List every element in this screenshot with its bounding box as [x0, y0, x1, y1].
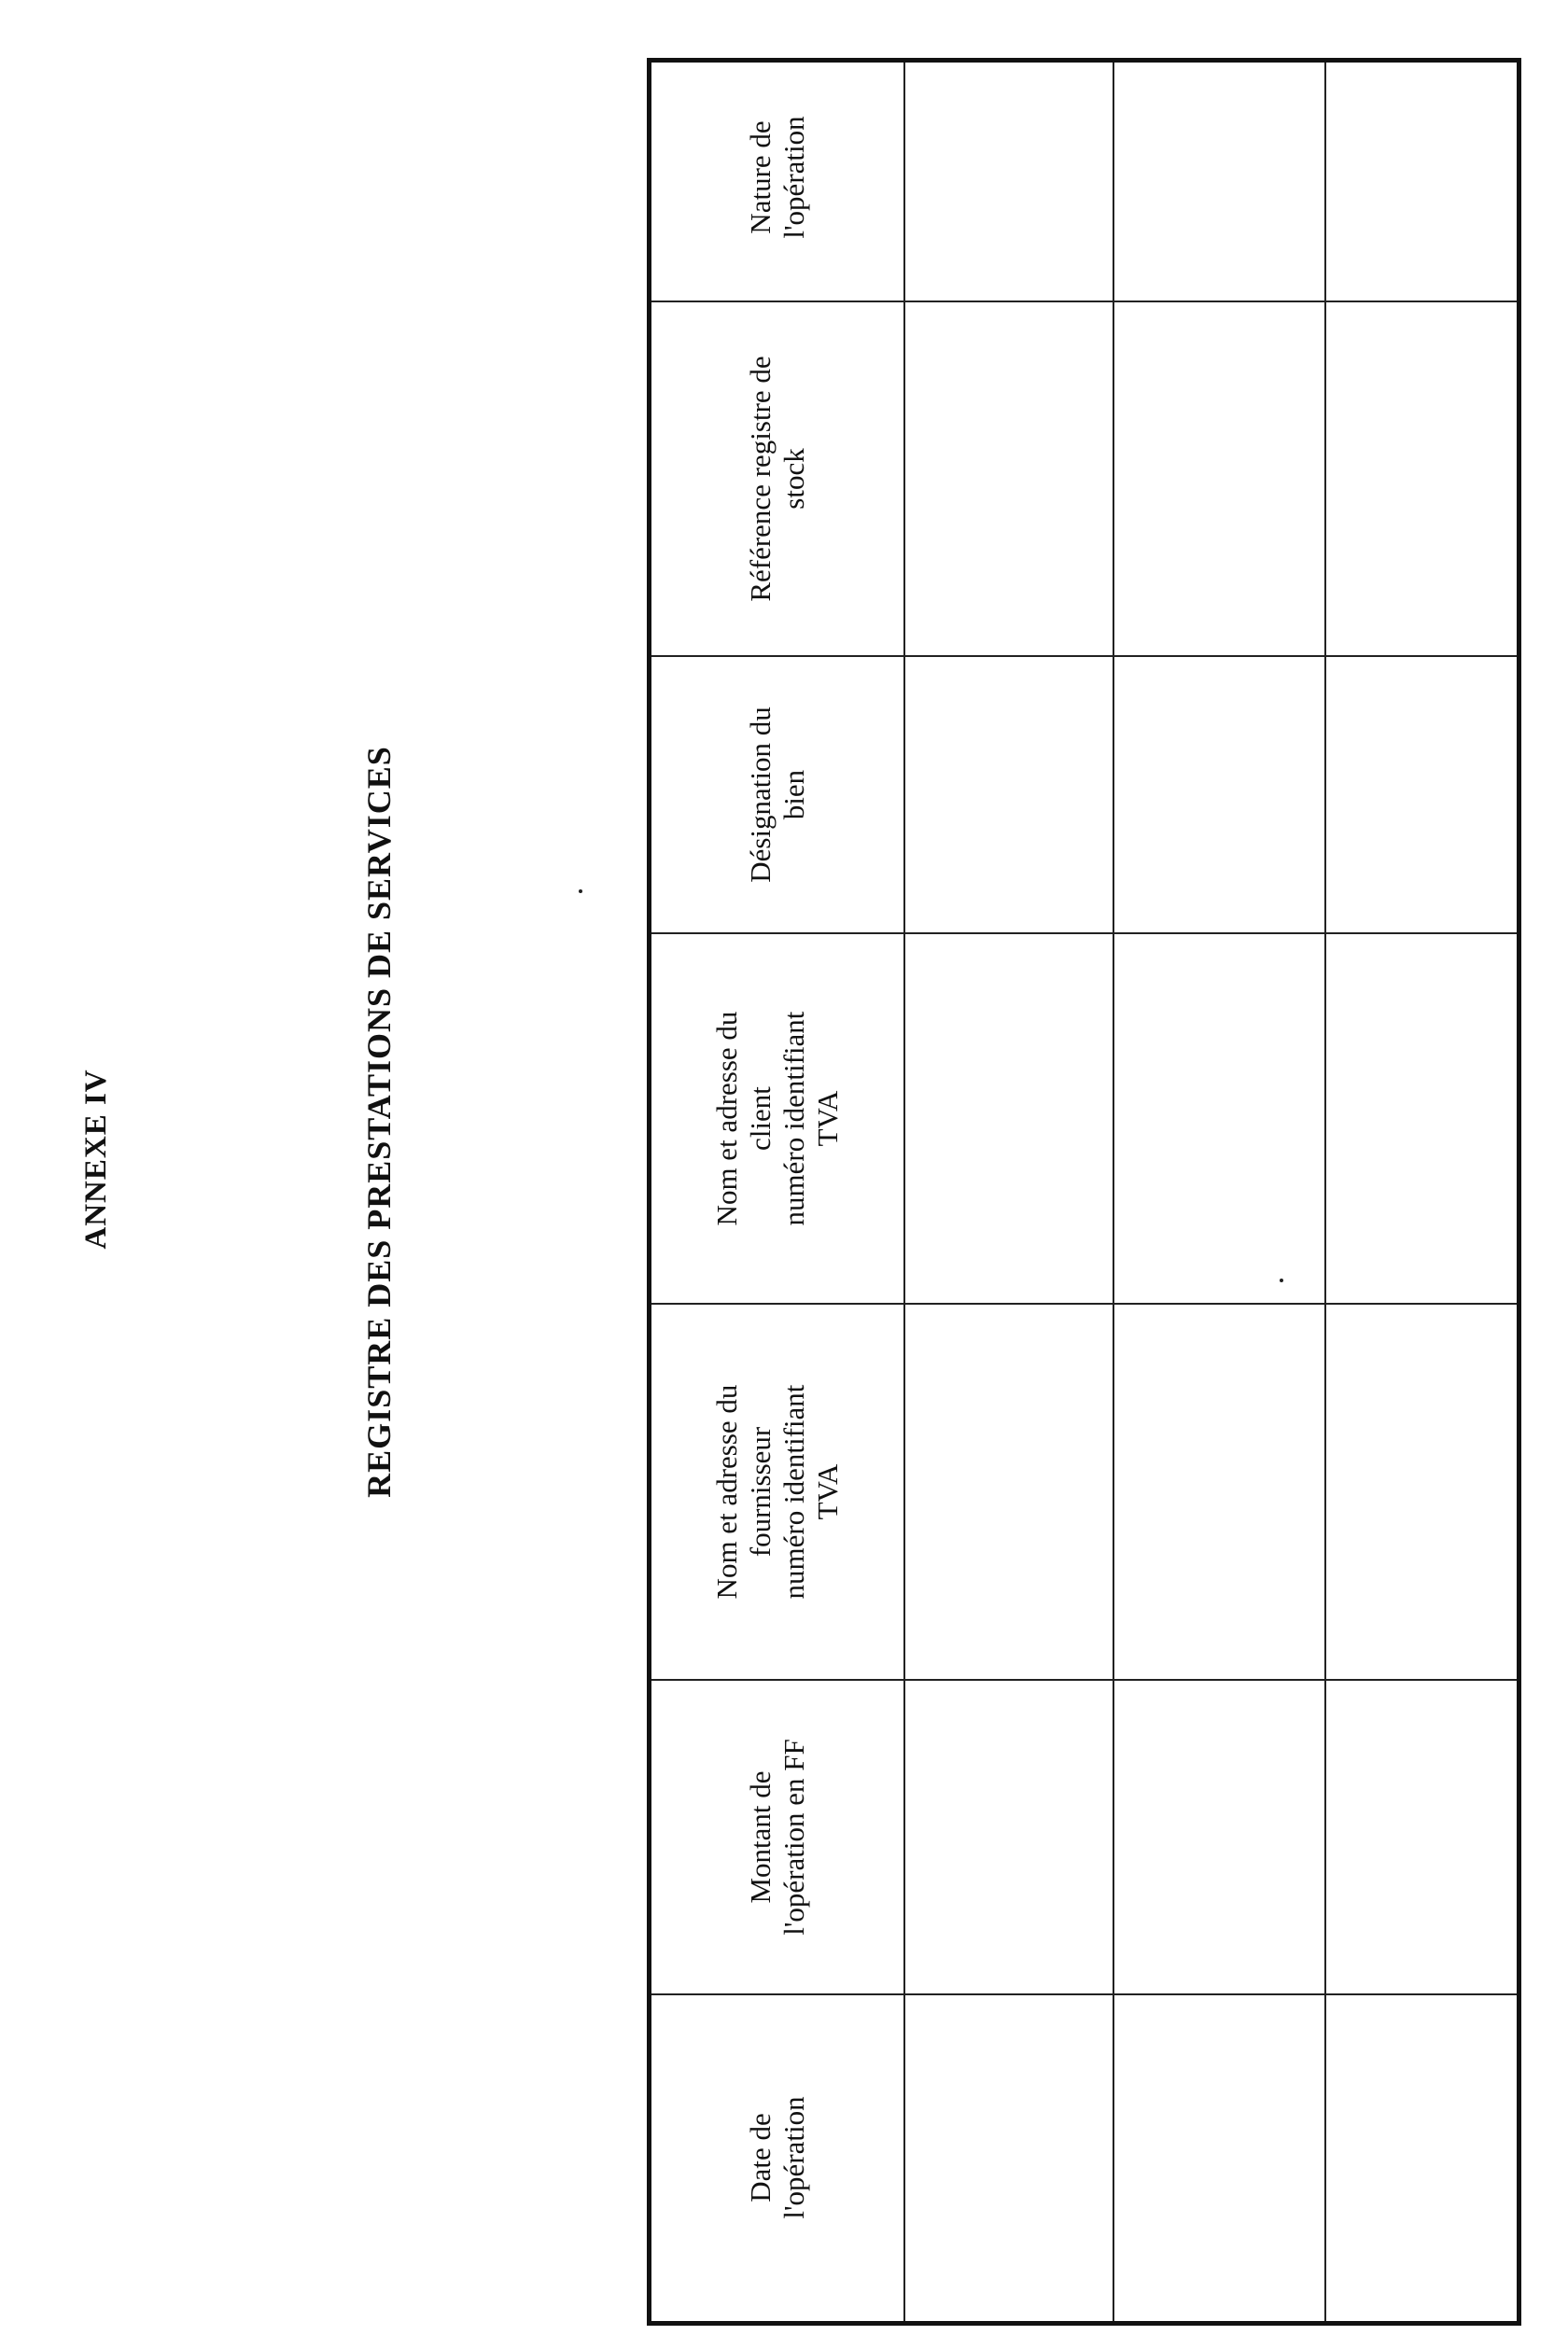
annex-label: ANNEXE IV: [79, 1069, 113, 1250]
document-title: REGISTRE DES PRESTATIONS DE SERVICES: [360, 746, 398, 1498]
table-row: [1326, 63, 1517, 2321]
column-divider: [651, 932, 1517, 934]
header-cell-stock-reference: Référence registre de stock: [744, 356, 810, 602]
header-cell-amount: Montant de l'opération en FF: [744, 1739, 810, 1936]
header-cell-operation-type: Nature de l'opération: [744, 116, 810, 239]
column-divider: [651, 655, 1517, 657]
column-divider: [651, 1679, 1517, 1681]
header-cell-goods: Désignation du bien: [744, 706, 810, 883]
header-cell-supplier: Nom et adresse du fournisseur numéro identifiant TVA: [710, 1384, 844, 1600]
column-divider: [651, 301, 1517, 302]
table-header-row: [651, 63, 905, 2321]
header-cell-date: Date de l'opération: [744, 2096, 810, 2219]
scan-speck: [579, 889, 582, 893]
column-divider: [651, 1303, 1517, 1305]
header-cell-client: Nom et adresse du client numéro identifiant TVA: [710, 1011, 844, 1226]
column-divider: [651, 1993, 1517, 1995]
table-row: [1114, 63, 1326, 2321]
table-row: [905, 63, 1114, 2321]
register-table: [647, 58, 1521, 2326]
